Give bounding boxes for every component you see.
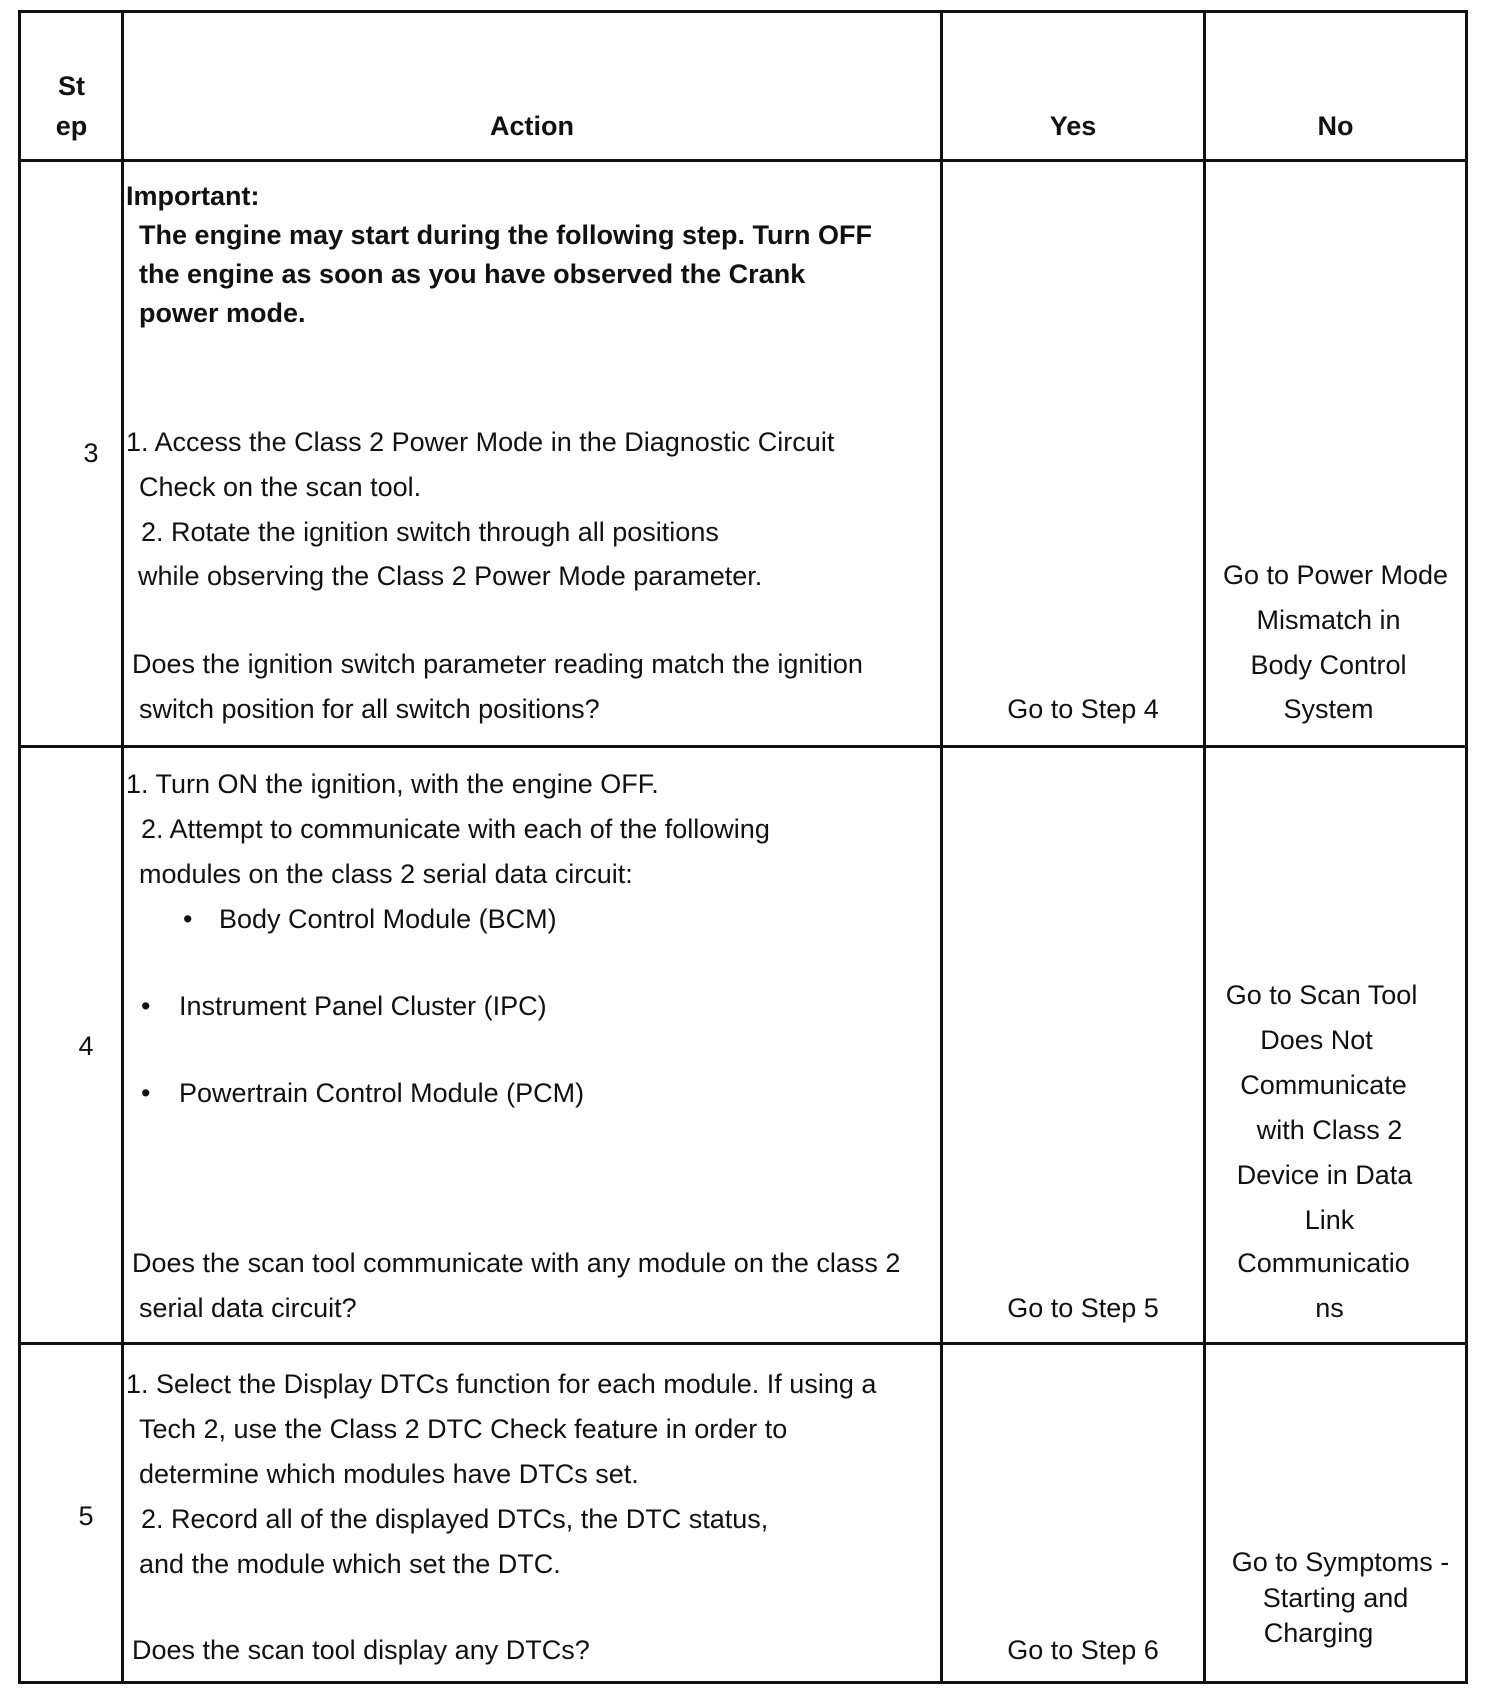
yes-result: Go to Step 6 xyxy=(1007,1635,1159,1665)
action-line: 2. Rotate the ignition switch through all positions xyxy=(141,517,719,547)
no-result-line: Starting and xyxy=(1262,1583,1409,1613)
action-line: Check on the scan tool. xyxy=(139,472,422,502)
header-no: No xyxy=(1317,111,1354,141)
yes-result: Go to Step 4 xyxy=(1007,694,1159,724)
important-label: Important: xyxy=(126,181,260,211)
no-result-line: with Class 2 xyxy=(1256,1115,1403,1145)
action-line: modules on the class 2 serial data circuit: xyxy=(139,859,633,889)
action-line: while observing the Class 2 Power Mode parameter. xyxy=(138,561,763,591)
table-border-left xyxy=(18,10,21,1684)
no-result-line: Go to Symptoms - xyxy=(1231,1547,1450,1577)
row-divider-3-4 xyxy=(18,745,1468,748)
no-result-line: Mismatch in xyxy=(1256,605,1401,635)
question-line: Does the scan tool display any DTCs? xyxy=(132,1635,590,1665)
no-result-line: Device in Data xyxy=(1236,1160,1413,1190)
action-line: 1. Select the Display DTCs function for each module. If using a xyxy=(126,1369,877,1399)
column-divider-yes-no xyxy=(1203,10,1206,1684)
column-divider-action-yes xyxy=(940,10,943,1684)
step-number: 5 xyxy=(78,1501,94,1531)
important-text-line: The engine may start during the following step. Turn OFF xyxy=(139,220,873,250)
column-divider-step-action xyxy=(121,10,124,1684)
yes-result: Go to Step 5 xyxy=(1007,1293,1159,1323)
action-line: determine which modules have DTCs set. xyxy=(139,1459,639,1489)
no-result-line: Does Not xyxy=(1260,1025,1373,1055)
action-line: Tech 2, use the Class 2 DTC Check feature in order to xyxy=(139,1414,788,1444)
header-action: Action xyxy=(490,111,574,141)
table-border-right xyxy=(1465,10,1468,1684)
action-line: 1. Access the Class 2 Power Mode in the Diagnostic Circuit xyxy=(126,427,835,457)
action-line: 2. Record all of the displayed DTCs, the DTC status, xyxy=(141,1504,769,1534)
important-text-line: the engine as soon as you have observed the Crank xyxy=(139,259,806,289)
step-number: 3 xyxy=(83,438,99,468)
bullet-icon: • xyxy=(141,991,151,1021)
table-border-top xyxy=(18,10,1468,13)
bullet-item: Powertrain Control Module (PCM) xyxy=(179,1078,585,1108)
no-result-line: Go to Scan Tool xyxy=(1225,980,1418,1010)
no-result-line: System xyxy=(1283,694,1374,724)
question-line: Does the ignition switch parameter reading match the ignition xyxy=(132,649,863,679)
step-number: 4 xyxy=(78,1031,94,1061)
no-result-line: Charging xyxy=(1263,1618,1374,1648)
header-step-line2: ep xyxy=(55,111,88,141)
header-divider xyxy=(18,159,1468,162)
bullet-item: Instrument Panel Cluster (IPC) xyxy=(179,991,547,1021)
important-text-line: power mode. xyxy=(139,298,306,328)
bullet-icon: • xyxy=(141,1078,151,1108)
action-line: and the module which set the DTC. xyxy=(139,1549,561,1579)
bullet-item: Body Control Module (BCM) xyxy=(219,904,557,934)
no-result-line: Body Control xyxy=(1250,650,1407,680)
question-line: serial data circuit? xyxy=(139,1293,357,1323)
table-border-bottom xyxy=(18,1681,1468,1684)
header-yes: Yes xyxy=(1049,111,1097,141)
no-result-line: Communicate xyxy=(1240,1070,1407,1100)
no-result-line: Link xyxy=(1304,1205,1355,1235)
question-line: Does the scan tool communicate with any module on the class 2 xyxy=(132,1248,901,1278)
no-result-line: Go to Power Mode xyxy=(1222,560,1449,590)
no-result-line: Communicatio xyxy=(1237,1248,1410,1278)
no-result-line: ns xyxy=(1315,1293,1344,1323)
question-line: switch position for all switch positions? xyxy=(139,694,600,724)
action-line: 1. Turn ON the ignition, with the engine OFF. xyxy=(126,769,659,799)
bullet-icon: • xyxy=(183,904,193,934)
header-step-line1: St xyxy=(58,71,85,101)
row-divider-4-5 xyxy=(18,1342,1468,1345)
action-line: 2. Attempt to communicate with each of the following xyxy=(141,814,770,844)
